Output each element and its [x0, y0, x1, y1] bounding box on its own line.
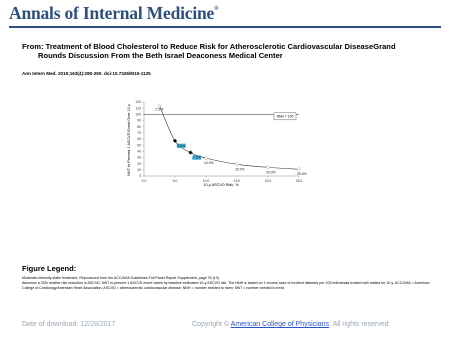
data-point-label: 10.0%: [204, 161, 214, 166]
y-tick-label: 0: [139, 174, 141, 179]
article-title: [22, 42, 422, 60]
data-point-marker: [204, 156, 208, 160]
y-tick-label: 80: [137, 124, 141, 129]
y-tick-label: 100: [135, 112, 141, 117]
article-title-line1: From: Treatment of Blood Cholesterol to Reduce Risk for Atherosclerotic Cardiovascular DiseaseGrand: [22, 42, 396, 51]
y-tick-label: 30: [137, 155, 141, 160]
y-tick-label: 20: [137, 161, 141, 166]
y-tick-label: 120: [135, 100, 141, 105]
journal-logo: Annals of Internal Medicine®: [9, 3, 219, 23]
y-tick-label: 10: [137, 168, 141, 173]
data-point-marker: [266, 166, 270, 170]
y-tick-label: 40: [137, 149, 141, 154]
data-point-label: 5.0%: [177, 143, 186, 148]
y-tick-label: 50: [137, 143, 141, 148]
y-tick-label: 60: [137, 137, 141, 142]
data-point-marker: [189, 151, 193, 155]
publisher-link[interactable]: American College of Physicians: [230, 321, 330, 328]
y-axis-label: NNT to Prevent 1 ASCVD Event Over 10 y: [127, 104, 131, 176]
y-tick-label: 90: [137, 118, 141, 123]
x-axis-label: 10-y ASCVD Risk, %: [203, 183, 239, 187]
data-point-marker: [235, 162, 239, 166]
article-title-line2: Rounds Discussion From the Beth Israel Deaconess Medical Center: [38, 51, 283, 61]
copyright-prefix: Copyright ©: [192, 321, 230, 328]
y-tick-label: 70: [137, 131, 141, 136]
x-tick-label: 0.0: [141, 179, 147, 183]
figure-legend-text: [22, 276, 432, 290]
x-tick-label: 20.0: [264, 179, 272, 183]
nnh-label: NNH = 100: [276, 114, 294, 119]
figure-legend-line2: Assumes a 33% relative risk reduction in ASCVD. NNT to prevent 1 ASCVD event varies by baseline estimated 10-y ASCVD risk. The NNH is based on 1 excess case of incident diabetes per 100 individuals treated with statins for 10 y. ACC/AHA = American College of Cardiology/American Heart Association; ASCVD = atherosclerotic cardiovascular disease; NNH = number needed to harm; NNT = number needed to treat.: [22, 280, 430, 290]
chart-axes: [135, 100, 302, 183]
figure-legend-line1: Moderate-intensity statin treatment. Reproduced from the ACC/AHA Guidelines Full Panel Report Supplement, page 76 (10).: [22, 276, 220, 280]
x-tick-label: 5.0: [172, 179, 178, 183]
x-tick-label: 25.0: [295, 179, 303, 183]
x-tick-label: 15.0: [233, 179, 241, 183]
download-date: Date of download: 12/28/2017: [22, 321, 116, 328]
data-point-marker: [297, 167, 301, 171]
data-point-label: 25.0%: [297, 172, 307, 177]
data-point-label: 2.5%: [155, 107, 164, 112]
data-point-label: 20.0%: [266, 170, 276, 175]
data-point-label: 15.0%: [235, 167, 245, 172]
y-tick-label: 110: [135, 106, 141, 111]
journal-name: Annals of Internal Medicine: [9, 3, 215, 23]
header-divider: [9, 26, 441, 28]
copyright-notice: [192, 321, 391, 328]
article-citation: Ann Intern Med. 2015;163(4):280-290. doi:10.7326/M15-1125: [22, 71, 151, 76]
copyright-suffix: . All rights reserved.: [329, 321, 391, 328]
figure-legend-title: Figure Legend:: [22, 264, 77, 273]
nnt-chart: [122, 96, 312, 188]
x-tick-label: 10.0: [202, 179, 210, 183]
data-point-label: 7.5%: [193, 155, 201, 160]
